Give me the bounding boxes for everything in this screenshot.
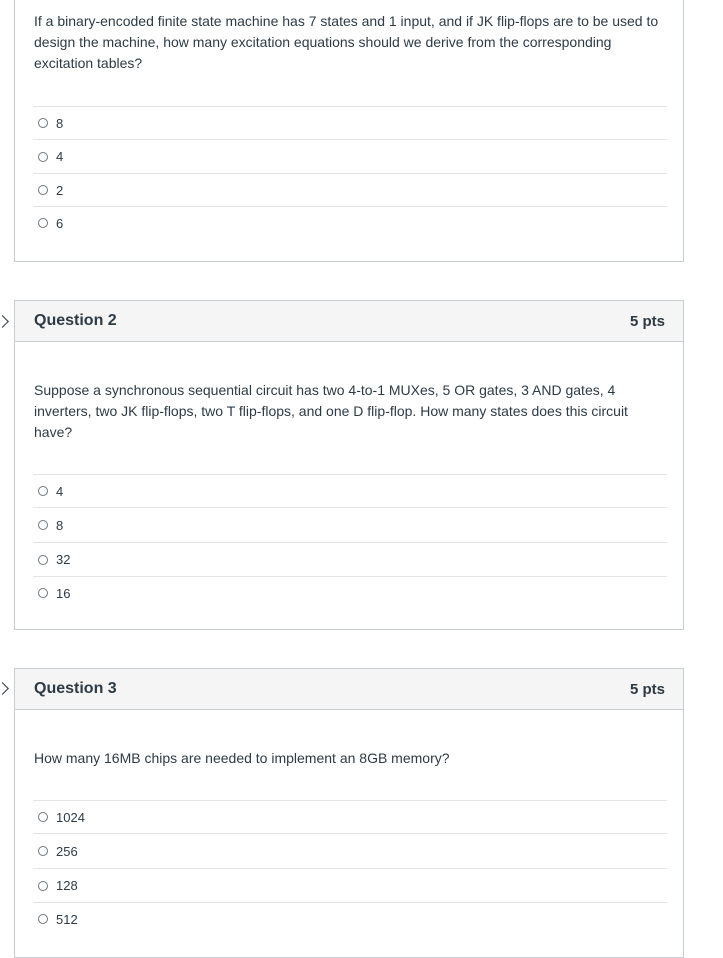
answer-label: 8 (56, 517, 64, 533)
answer-option[interactable] (33, 139, 667, 173)
answer-option[interactable] (33, 576, 667, 609)
question-2-header (15, 301, 683, 342)
answer-label: 4 (56, 483, 64, 499)
question-2-answers (33, 474, 667, 609)
answer-option[interactable] (33, 474, 667, 507)
answer-option[interactable] (33, 106, 667, 139)
answer-label: 128 (56, 878, 78, 893)
question-3-points: 5 pts (629, 680, 665, 698)
question-2-title: Question 2 (34, 312, 117, 329)
answer-label: 4 (56, 149, 64, 164)
answer-label: 6 (56, 215, 64, 231)
question-2-text: Suppose a synchronous sequential circuit has two 4-to-1 MUXes, 5 OR gates, 3 AND gates, 4 inverters, two JK flip-flops, two T flip-flops, and one D flip-flop. How many states does this circuit have? (34, 382, 628, 440)
radio-circle-icon[interactable] (38, 152, 48, 162)
radio-circle-icon[interactable] (38, 914, 48, 924)
question-2-card (14, 300, 684, 630)
question-1-text: If a binary-encoded finite state machine has 7 states and 1 input, and if JK flip-flops are to be used to design the machine, how many excitation equations should we derive from the corresponding excitation tables? (34, 13, 659, 71)
radio-circle-icon[interactable] (38, 881, 48, 891)
question-3-text: How many 16MB chips are needed to implement an 8GB memory? (34, 750, 450, 766)
radio-circle-icon[interactable] (38, 588, 48, 598)
question-3-answers (33, 800, 667, 935)
answer-label: 32 (56, 552, 71, 567)
answer-label: 1024 (56, 809, 85, 825)
answer-label: 256 (56, 843, 78, 859)
question-3-title: Question 3 (34, 680, 117, 697)
answer-label: 512 (56, 911, 78, 927)
chevron-right-icon[interactable] (0, 315, 9, 328)
chevron-right-icon[interactable] (0, 682, 9, 695)
answer-option[interactable] (33, 868, 667, 902)
radio-circle-icon[interactable] (38, 185, 48, 195)
answer-option[interactable] (33, 507, 667, 542)
answer-label: 2 (56, 182, 64, 198)
answer-option[interactable] (33, 833, 667, 868)
radio-circle-icon[interactable] (38, 846, 48, 856)
radio-circle-icon[interactable] (38, 218, 48, 228)
answer-option[interactable] (33, 800, 667, 833)
answer-option[interactable] (33, 206, 667, 239)
answer-label: 16 (56, 585, 71, 601)
radio-circle-icon[interactable] (38, 118, 48, 128)
radio-circle-icon[interactable] (38, 812, 48, 822)
question-3-header (15, 669, 683, 710)
answer-label: 8 (56, 115, 64, 131)
answer-option[interactable] (33, 542, 667, 576)
radio-circle-icon[interactable] (38, 520, 48, 530)
answer-option[interactable] (33, 173, 667, 206)
question-3-card (14, 668, 684, 958)
question-1-answers (33, 106, 667, 239)
question-1-card (14, 0, 684, 262)
question-2-points: 5 pts (629, 312, 665, 330)
radio-circle-icon[interactable] (38, 486, 48, 496)
answer-option[interactable] (33, 902, 667, 935)
radio-circle-icon[interactable] (38, 555, 48, 565)
